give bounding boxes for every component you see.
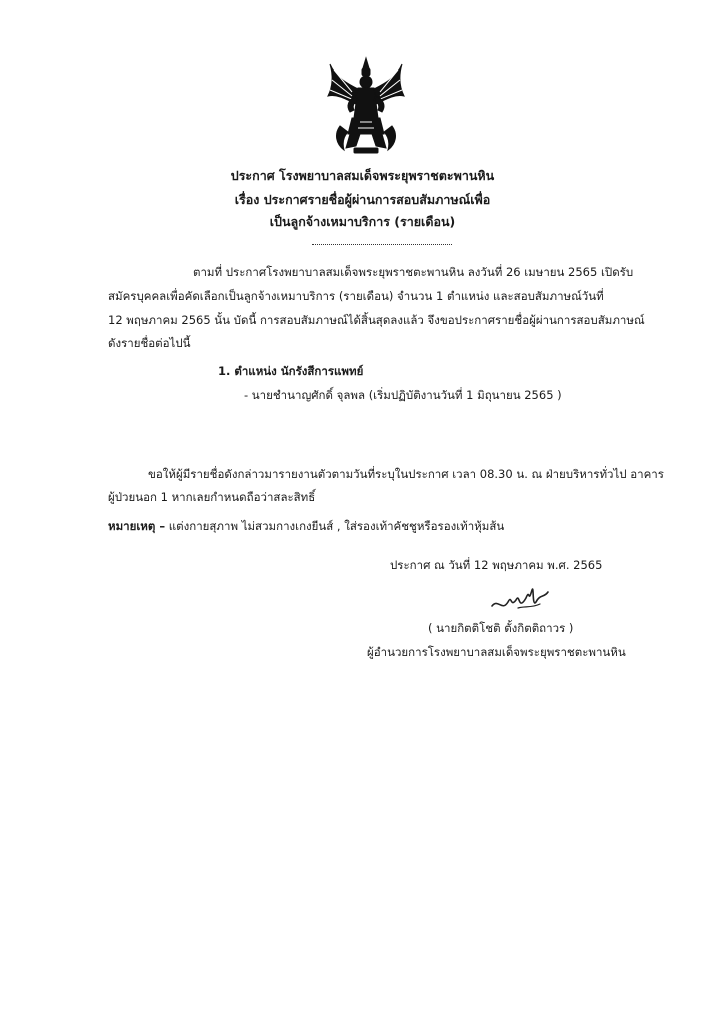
note-line (108, 519, 504, 534)
garuda-emblem-icon (326, 56, 406, 156)
signer-name: ( นายกิตติโชติ ตั้งกิตติถาวร ) (428, 621, 574, 635)
note-text: แต่งกายสุภาพ ไม่สวมกางเกงยีนส์ , ใส่รองเท้าคัชชูหรือรองเท้าหุ้มส้น (165, 519, 505, 533)
announcement-date: ประกาศ ณ วันที่ 12 พฤษภาคม พ.ศ. 2565 (390, 558, 603, 572)
note-label: หมายเหตุ – (108, 519, 166, 533)
body-line-1: ตามที่ ประกาศโรงพยาบาลสมเด็จพระยุพราชตะพานหิน ลงวันที่ 26 เมษายน 2565 เปิดรับ (193, 265, 634, 279)
announcement-subject: เรื่อง ประกาศรายชื่อผู้ผ่านการสอบสัมภาษณ์เพื่อ (234, 192, 491, 207)
body-line-4: ดังรายชื่อต่อไปนี้ (108, 336, 191, 350)
body-line-3: 12 พฤษภาคม 2565 นั้น บัดนี้ การสอบสัมภาษณ์ได้สิ้นสุดลงแล้ว จึงขอประกาศรายชื่อผู้ผ่านการสอบสัมภาษณ์ (108, 313, 645, 327)
position-title: 1. ตำแหน่ง นักรังสีการแพทย์ (218, 364, 364, 378)
candidate-entry: - นายชำนาญศักดิ์ จุลพล (เริ่มปฏิบัติงานวันที่ 1 มิถุนายน 2565 ) (244, 388, 562, 402)
signer-position: ผู้อำนวยการโรงพยาบาลสมเด็จพระยุพราชตะพานหิน (367, 645, 626, 659)
report-line-1: ขอให้ผู้มีรายชื่อดังกล่าวมารายงานตัวตามวันที่ระบุในประกาศ เวลา 08.30 น. ณ ฝ่ายบริหารทั่วไป อาคาร (148, 467, 664, 481)
announcement-title: ประกาศ โรงพยาบาลสมเด็จพระยุพราชตะพานหิน (230, 168, 495, 183)
report-line-2: ผู้ป่วยนอก 1 หากเลยกำหนดถือว่าสละสิทธิ์ (108, 490, 316, 504)
announcement-subject-cont: เป็นลูกจ้างเหมาบริการ (รายเดือน) (269, 214, 456, 229)
dotted-divider (312, 234, 452, 245)
signature-image (488, 578, 552, 616)
body-line-2: สมัครบุคคลเพื่อคัดเลือกเป็นลูกจ้างเหมาบริการ (รายเดือน) จำนวน 1 ตำแหน่ง และสอบสัมภาษณ์วันที่ (108, 289, 604, 303)
